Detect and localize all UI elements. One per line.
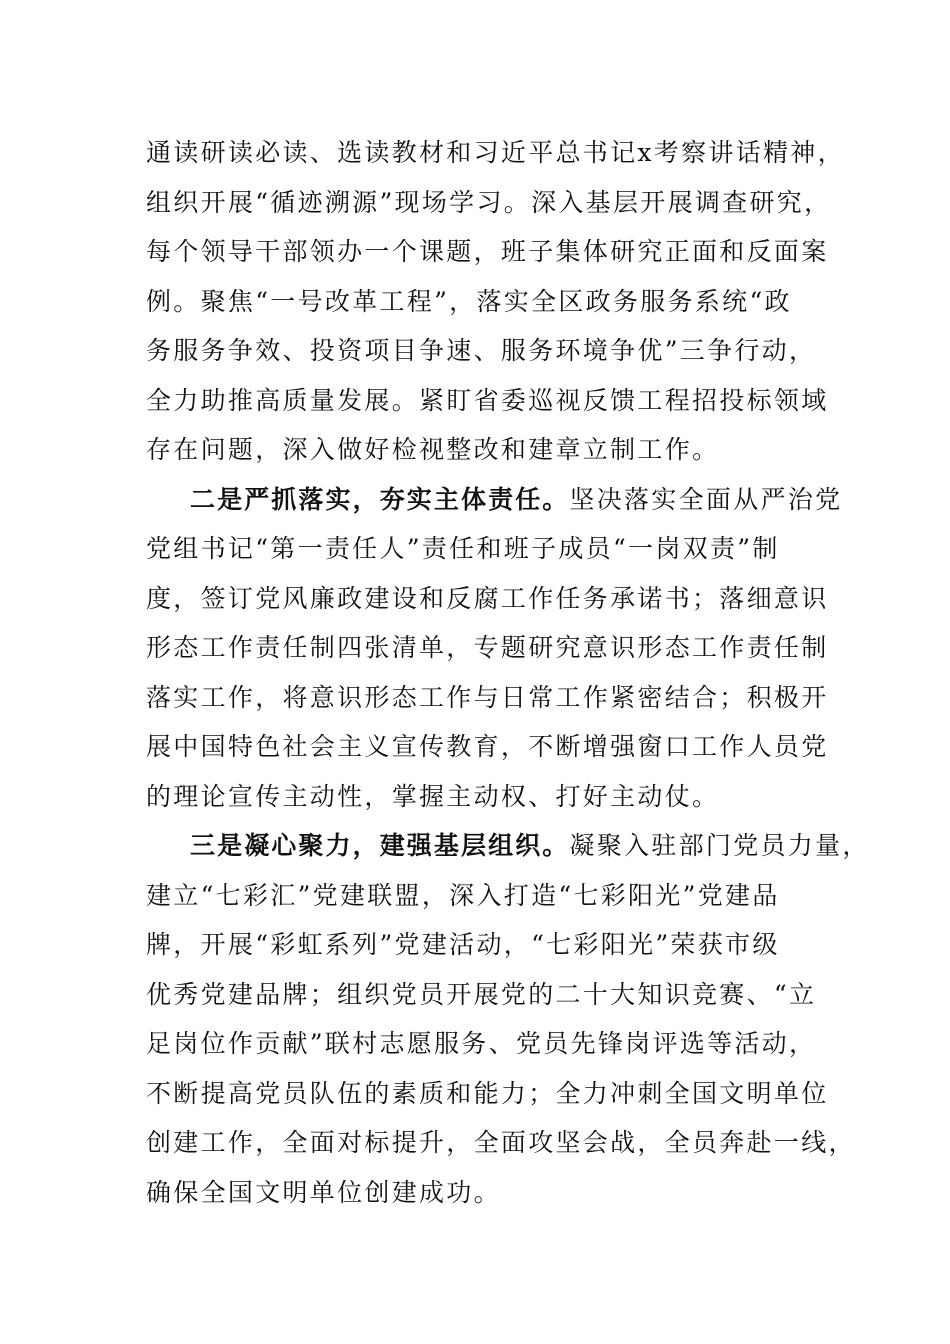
paragraph-line: 优秀党建品牌；组织党员开展党的二十大知识竞赛、“立 bbox=[146, 979, 817, 1009]
paragraph-first-line bbox=[146, 821, 870, 871]
paragraph-line: 务服务争效、投资项目争速、服务环境争优”三争行动， bbox=[146, 336, 817, 365]
paragraph-line: 创建工作，全面对标提升，全面攻坚会战，全员奔赴一线， bbox=[146, 1128, 856, 1157]
paragraph-3 bbox=[146, 821, 870, 1217]
paragraph-line: 度，签订党风廉政建设和反腐工作任务承诺书；落细意识 bbox=[146, 583, 829, 613]
paragraph-line: 全力助推高质量发展。紧盯省委巡视反馈工程招投标领域 bbox=[146, 385, 829, 415]
paragraph-line: 组织开展“循迹溯源”现场学习。深入基层开展调查研究， bbox=[146, 187, 832, 217]
paragraph-first-line-text: 凝聚入驻部门党员力量， bbox=[569, 831, 870, 860]
paragraph-line: 形态工作责任制四张清单，专题研究意识形态工作责任制 bbox=[146, 633, 829, 662]
paragraph-line: 不断提高党员队伍的素质和能力；全力冲刺全国文明单位 bbox=[146, 1078, 829, 1108]
paragraph-line: 例。聚焦“一号改革工程”，落实全区政务服务系统“政 bbox=[146, 286, 792, 316]
paragraph-line: 党组书记“第一责任人”责任和班子成员“一岗双责”制 bbox=[146, 534, 780, 563]
paragraph-line: 足岗位作贡献”联村志愿服务、党员先锋岗评选等活动， bbox=[146, 1029, 817, 1058]
paragraph-2 bbox=[146, 475, 843, 822]
paragraph-first-line-text: 坚决落实全面从严治党 bbox=[569, 484, 843, 514]
paragraph-first-line bbox=[146, 475, 843, 525]
paragraph-line: 落实工作，将意识形态工作与日常工作紧密结合；积极开 bbox=[146, 682, 829, 712]
paragraph-line: 建立“七彩汇”党建联盟，深入打造“七彩阳光”党建品 bbox=[146, 880, 780, 910]
paragraph-line: 展中国特色社会主义宣传教育，不断增强窗口工作人员党 bbox=[146, 732, 829, 761]
paragraph-line: 每个领导干部领办一个课题，班子集体研究正面和反面案 bbox=[146, 237, 829, 266]
document-body bbox=[146, 128, 870, 1217]
paragraph-line: 存在问题，深入做好检视整改和建章立制工作。 bbox=[146, 435, 720, 464]
section-heading-lead: 三是凝心聚力，建强基层组织。 bbox=[190, 831, 570, 860]
paragraph-line: 确保全国文明单位创建成功。 bbox=[146, 1177, 501, 1207]
section-heading-lead: 二是严抓落实，夯实主体责任。 bbox=[190, 484, 570, 514]
paragraph-line: 的理论宣传主动性，掌握主动权、打好主动仗。 bbox=[146, 781, 720, 811]
paragraph-line: 通读研读必读、选读教材和习近平总书记x考察讲话精神， bbox=[146, 138, 845, 167]
paragraph-1 bbox=[146, 128, 845, 475]
paragraph-line: 牌，开展“彩虹系列”党建活动，“七彩阳光”荣获市级 bbox=[146, 930, 780, 959]
